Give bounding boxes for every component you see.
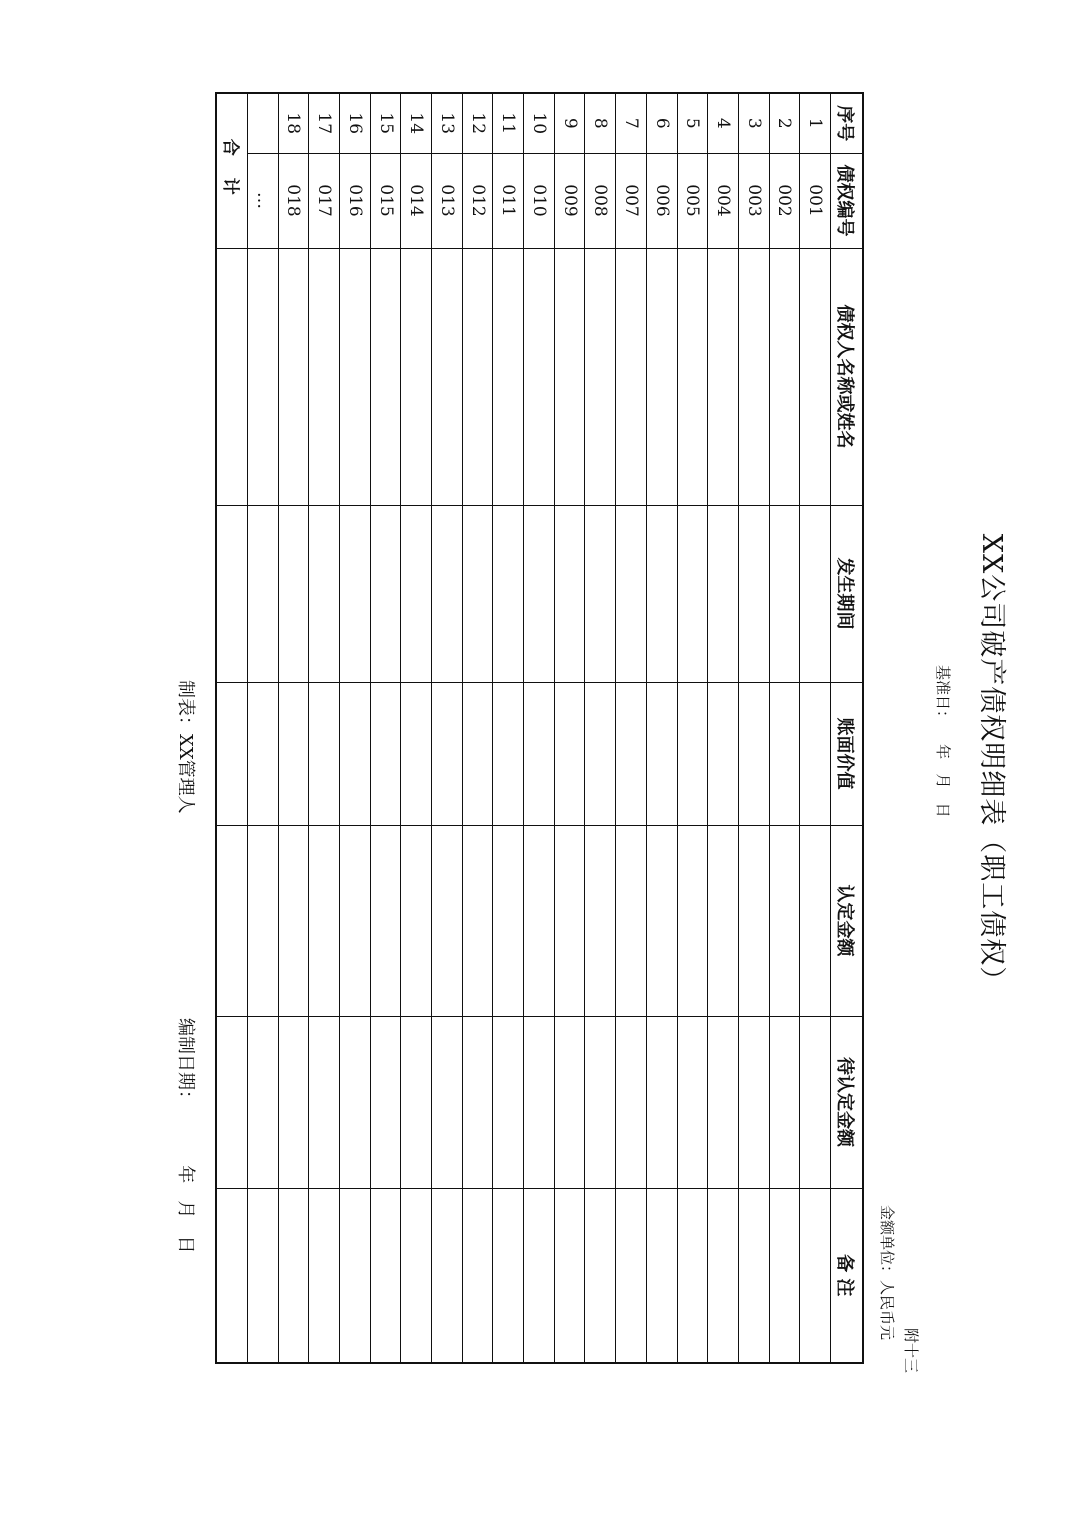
table-row [524, 93, 555, 1363]
row-code: 008 [585, 153, 616, 248]
base-date: 基准日： 年 月 日 [934, 665, 952, 818]
currency-unit: 金额单位：人民币元 [878, 1205, 896, 1341]
empty-cell [340, 505, 371, 682]
footer-prepared-date: 编制日期： 年 月 日 [175, 1018, 196, 1254]
empty-cell [769, 248, 800, 505]
empty-cell [340, 682, 371, 825]
row-code: 009 [554, 153, 585, 248]
empty-cell [708, 682, 739, 825]
table-row [769, 93, 800, 1363]
empty-cell [309, 505, 340, 682]
empty-cell [432, 682, 463, 825]
empty-cell [462, 682, 493, 825]
empty-cell [278, 1016, 309, 1188]
empty-cell [738, 682, 769, 825]
empty-cell [554, 825, 585, 1016]
empty-cell [677, 825, 708, 1016]
empty-cell [278, 505, 309, 682]
col-header-creditor: 债权人名称或姓名 [831, 248, 864, 505]
row-seq: 15 [370, 93, 401, 153]
empty-cell [677, 248, 708, 505]
empty-cell [554, 1188, 585, 1363]
row-seq: 4 [708, 93, 739, 153]
empty-cell [646, 248, 677, 505]
row-seq: 18 [278, 93, 309, 153]
empty-cell [432, 248, 463, 505]
empty-cell [462, 1188, 493, 1363]
table-row [646, 93, 677, 1363]
empty-cell [769, 682, 800, 825]
table-row [462, 93, 493, 1363]
row-seq: 5 [677, 93, 708, 153]
empty-cell [677, 682, 708, 825]
empty-cell [738, 505, 769, 682]
row-seq: 10 [524, 93, 555, 153]
empty-cell [708, 505, 739, 682]
empty-cell [370, 505, 401, 682]
table-row [401, 93, 432, 1363]
empty-cell [769, 1016, 800, 1188]
empty-cell [585, 825, 616, 1016]
empty-cell [278, 248, 309, 505]
empty-cell [738, 825, 769, 1016]
empty-cell [738, 1016, 769, 1188]
row-seq: 12 [462, 93, 493, 153]
row-code: 006 [646, 153, 677, 248]
empty-cell [800, 1188, 831, 1363]
row-seq: 13 [432, 93, 463, 153]
table-row [432, 93, 463, 1363]
row-seq: 2 [769, 93, 800, 153]
total-label: 合 计 [216, 93, 247, 248]
empty-cell [585, 682, 616, 825]
empty-cell [677, 505, 708, 682]
empty-cell [738, 248, 769, 505]
empty-cell [370, 682, 401, 825]
empty-cell [401, 248, 432, 505]
row-seq: 7 [616, 93, 647, 153]
empty-cell [585, 1016, 616, 1188]
empty-cell [800, 682, 831, 825]
row-code: 004 [708, 153, 739, 248]
empty-cell [585, 1188, 616, 1363]
empty-cell [708, 248, 739, 505]
row-seq: 3 [738, 93, 769, 153]
row-code: 018 [278, 153, 309, 248]
empty-cell [585, 248, 616, 505]
empty-cell [708, 1016, 739, 1188]
empty-cell [401, 505, 432, 682]
col-header-code: 债权编号 [831, 153, 864, 248]
empty-cell [554, 505, 585, 682]
empty-cell [370, 1188, 401, 1363]
row-code: 001 [800, 153, 831, 248]
empty-cell [309, 682, 340, 825]
empty-cell [769, 1188, 800, 1363]
empty-cell [616, 1016, 647, 1188]
empty-cell [616, 248, 647, 505]
claims-table [215, 92, 864, 1364]
table-row [677, 93, 708, 1363]
row-seq: 8 [585, 93, 616, 153]
empty-cell [432, 505, 463, 682]
empty-cell [493, 505, 524, 682]
row-code: 013 [432, 153, 463, 248]
table-row [738, 93, 769, 1363]
col-header-pending: 待认定金额 [831, 1016, 864, 1188]
empty-cell [309, 1188, 340, 1363]
empty-cell [493, 825, 524, 1016]
empty-cell [401, 1016, 432, 1188]
table-row [585, 93, 616, 1363]
empty-cell [309, 248, 340, 505]
empty-cell [524, 682, 555, 825]
table-row [340, 93, 371, 1363]
empty-cell [340, 1016, 371, 1188]
row-code: 007 [616, 153, 647, 248]
empty-cell [677, 1188, 708, 1363]
table-body [216, 93, 830, 1363]
empty-cell [554, 682, 585, 825]
row-code: 012 [462, 153, 493, 248]
empty-cell [432, 1188, 463, 1363]
empty-cell [524, 248, 555, 505]
empty-cell [800, 248, 831, 505]
empty-cell [401, 682, 432, 825]
row-seq: 16 [340, 93, 371, 153]
col-header-period: 发生期间 [831, 505, 864, 682]
row-seq: 9 [554, 93, 585, 153]
empty-cell [646, 1016, 677, 1188]
empty-cell [524, 1188, 555, 1363]
empty-cell [462, 825, 493, 1016]
table-row [708, 93, 739, 1363]
row-seq: 6 [646, 93, 677, 153]
empty-cell [646, 825, 677, 1016]
empty-cell [708, 825, 739, 1016]
empty-cell [554, 1016, 585, 1188]
empty-cell [462, 1016, 493, 1188]
empty-cell [616, 682, 647, 825]
col-header-confirmed: 认定金额 [831, 825, 864, 1016]
row-seq: 1 [800, 93, 831, 153]
row-code: 005 [677, 153, 708, 248]
row-code: 014 [401, 153, 432, 248]
empty-cell [401, 1188, 432, 1363]
col-header-book-value: 账面价值 [831, 682, 864, 825]
col-header-seq: 序号 [831, 93, 864, 153]
empty-cell [370, 248, 401, 505]
total-row [216, 93, 247, 1363]
empty-cell [462, 248, 493, 505]
table-header-row [831, 93, 864, 1363]
row-code: 017 [309, 153, 340, 248]
empty-cell [708, 1188, 739, 1363]
empty-cell [800, 505, 831, 682]
row-seq: 17 [309, 93, 340, 153]
table-row [616, 93, 647, 1363]
empty-cell [309, 825, 340, 1016]
row-seq: 11 [493, 93, 524, 153]
empty-cell [370, 1016, 401, 1188]
empty-cell [278, 1188, 309, 1363]
empty-cell [616, 1188, 647, 1363]
empty-cell [524, 505, 555, 682]
empty-cell [524, 1016, 555, 1188]
table-row [800, 93, 831, 1363]
empty-cell [370, 825, 401, 1016]
empty-cell [432, 1016, 463, 1188]
empty-cell [616, 825, 647, 1016]
table-row [309, 93, 340, 1363]
empty-cell [677, 1016, 708, 1188]
empty-cell [401, 825, 432, 1016]
empty-cell [493, 682, 524, 825]
row-code: 015 [370, 153, 401, 248]
empty-cell [278, 825, 309, 1016]
empty-cell [800, 1016, 831, 1188]
empty-cell [646, 682, 677, 825]
empty-cell [462, 505, 493, 682]
empty-cell [340, 248, 371, 505]
empty-cell [340, 1188, 371, 1363]
empty-cell [769, 505, 800, 682]
empty-cell [493, 1188, 524, 1363]
row-code: 003 [738, 153, 769, 248]
table-row [370, 93, 401, 1363]
empty-cell [769, 825, 800, 1016]
empty-cell [800, 825, 831, 1016]
empty-cell [524, 825, 555, 1016]
ellipsis-cell: … [247, 153, 278, 248]
document-title: XX公司破产债权明细表（职工债权） [976, 533, 1007, 995]
row-code: 010 [524, 153, 555, 248]
empty-cell [646, 1188, 677, 1363]
empty-cell [309, 1016, 340, 1188]
empty-cell [493, 248, 524, 505]
empty-cell [738, 1188, 769, 1363]
empty-cell [340, 825, 371, 1016]
empty-cell [646, 505, 677, 682]
empty-cell [554, 248, 585, 505]
empty-cell [493, 1016, 524, 1188]
empty-cell [278, 682, 309, 825]
empty-cell [432, 825, 463, 1016]
empty-cell [616, 505, 647, 682]
table-row [493, 93, 524, 1363]
footer-maker: 制表：XX管理人 [175, 680, 196, 814]
table-row [278, 93, 309, 1363]
table-row [554, 93, 585, 1363]
row-seq: 14 [401, 93, 432, 153]
empty-cell [585, 505, 616, 682]
ellipsis-row [247, 93, 278, 1363]
row-code: 016 [340, 153, 371, 248]
attachment-number: 附十三 [902, 1328, 920, 1374]
row-code: 011 [493, 153, 524, 248]
row-code: 002 [769, 153, 800, 248]
col-header-remarks: 备 注 [831, 1188, 864, 1363]
